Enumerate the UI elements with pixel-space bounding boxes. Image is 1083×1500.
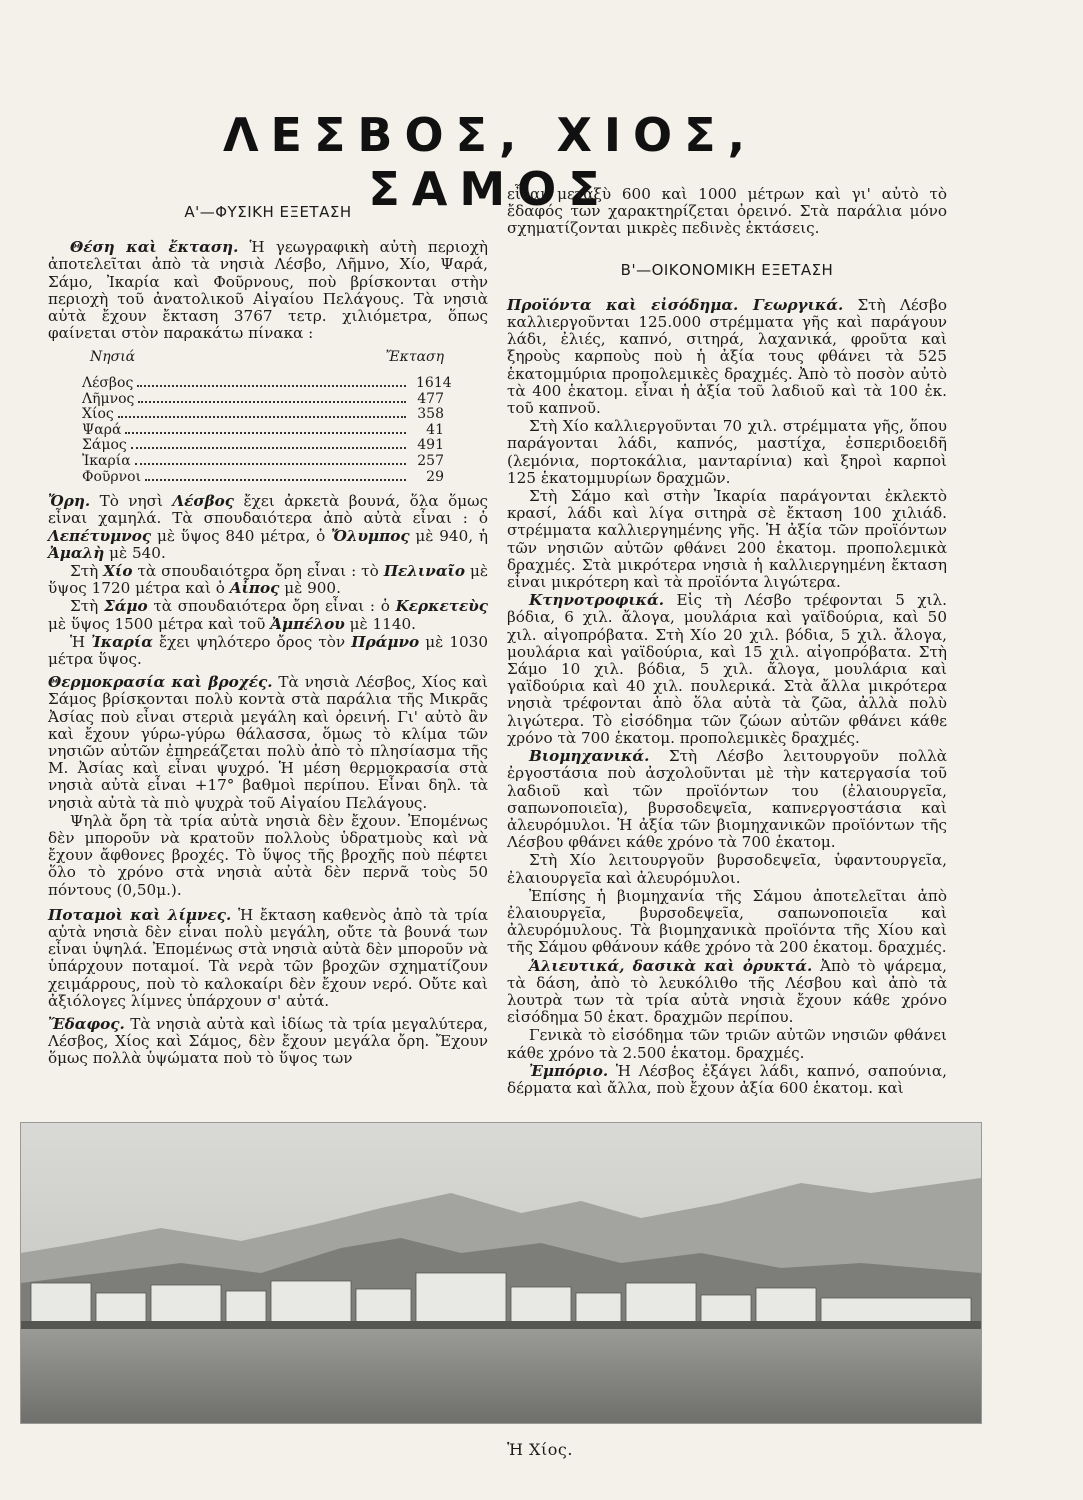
table-column-area: Ἔκταση: [385, 349, 444, 366]
island-name: Χίος: [82, 406, 114, 423]
paragraph-text: Ἡ ἔκταση καθενὸς ἀπὸ τὰ τρία αὐτὰ νησιὰ δὲν εἶναι πολὺ μεγάλη, οὔτε τὰ βουνά των εἶναι ὑψηλά. Ἐπομένως στὰ νησιὰ αὐτὰ δὲν μποροῦν νὰ ὑπάρχουν ποταμοί. Τὰ νερὰ τῶν βροχῶν σχηματίζουν χειμάρρους, ποὺ τὸ καλοκαίρι δὲν ἔχουν νερό. Οὔτε καὶ ἀξιόλογες λίμνες ὑπάρχουν σ' αὐτά.: [48, 905, 488, 1010]
text-run: μὲ 900.: [279, 579, 341, 598]
left-column: [48, 198, 488, 1069]
paragraph-samos-mountains: [48, 598, 488, 632]
island-name: Φοῦρνοι: [82, 468, 142, 485]
place-name: Αἶπος: [229, 579, 280, 598]
paragraph-chios-mountains: [48, 563, 488, 597]
text-run: ἔχει ἀρκετὰ βουνά, ὅλα ὅμως εἶναι χαμηλά. Τὰ σπουδαιότερα ἀπὸ αὐτὰ εἶναι : ὁ: [48, 492, 488, 528]
paragraph-fishing-forestry: [507, 958, 947, 1027]
place-name: Λέσβος: [172, 492, 235, 511]
text-run: μὲ 940, ἡ: [409, 526, 488, 545]
island-name: Σάμος: [82, 437, 127, 454]
text-run: μὲ 1030 μέτρα ὕψος.: [48, 632, 489, 668]
paragraph-text: Τὰ νησιὰ αὐτὰ καὶ ἰδίως τὰ τρία μεγαλύτερα, Λέσβος, Χίος καὶ Σάμος, δὲν ἔχουν μεγάλα ὄρη. Ἔχουν ὅμως πολλὰ ὑψώματα ποὺ τὸ ὕψος των: [48, 1015, 488, 1068]
place-name: Χίο: [103, 561, 133, 580]
table-row: [48, 423, 488, 439]
quay: [21, 1321, 981, 1329]
keyword: Ποταμοὶ καὶ λίμνες.: [48, 905, 232, 924]
leader-dots: [135, 463, 406, 465]
keyword: Θέση καὶ ἔκταση.: [70, 238, 239, 257]
paragraph-chios-agriculture: Στὴ Χίο καλλιεργοῦνται 70 χιλ. στρέμματα γῆς, ὅπου παράγονται λάδι, καπνός, μαστίχα, ἐσπεριδοειδῆ (λεμόνια, πορτοκάλια, μανταρίνια) καὶ ξηροὶ καρποὶ 125 ἑκατομμυρίων δραχμῶν.: [507, 417, 947, 487]
paragraph-terrain-continued: εἶναι μεταξὺ 600 καὶ 1000 μέτρων καὶ γι' αὐτὸ τὸ ἔδαφός των χαρακτηρίζεται ὀρεινό. Στὰ παράλια μόνο σχηματίζονται μικρὲς πεδινὲς ἐκτάσεις.: [507, 185, 947, 238]
paragraph-text: Τὰ νησιὰ Λέσβος, Χίος καὶ Σάμος βρίσκονται πολὺ κοντὰ στὰ παράλια τῆς Μικρᾶς Ἀσίας ποὺ εἶναι στεριὰ μεγάλη καὶ ὀρεινή. Γι' αὐτὸ ἂν καὶ ἔχουν γύρω-γύρω θάλασσα, ὅμως τὸ κλίμα τῶν νησιῶν αὐτῶν ἐπηρεάζεται πολὺ ἀπὸ τὸ πλησίασμα τῆς Μ. Ἀσίας καὶ εἶναι ψυχρό. Ἡ μέση θερμοκρασία στὰ νησιὰ αὐτὰ εἶναι +17° βαθμοὶ περίπου. Εἶναι δηλ. τὰ νησιὰ αὐτὰ τὰ πιὸ ψυχρὰ τοῦ Αἰγαίου Πελάγους.: [48, 673, 489, 812]
paragraph-samos-agriculture: Στὴ Σάμο καὶ στὴν Ἰκαρία παράγονται ἐκλεκτὸ κρασί, λάδι καὶ λίγα σιτηρὰ σὲ ἔκταση 100 χιλιάδ. στρέμματα καλλιεργημένης γῆς. Ἡ ἀξία τῶν προϊόντων τῶν νησιῶν αὐτῶν φθάνει 200 ἑκατομ. προπολεμικὰ δραχμές. Στὰ μικρότερα νησιὰ ἡ καλλιεργημένη ἔκταση εἶναι μικρότερη καὶ τὰ προϊόντα λιγώτερα.: [507, 487, 947, 592]
text-run: μὲ ὕψος 1500 μέτρα καὶ τοῦ: [48, 614, 271, 633]
paragraph-ikaria-mountains: [48, 634, 488, 668]
keyword: Θερμοκρασία καὶ βροχές.: [48, 673, 273, 692]
text-run: Ἡ: [70, 632, 92, 651]
paragraph-trade: [507, 1063, 947, 1097]
table-column-name: Νησιά: [90, 349, 136, 366]
harbor-photo-drawing: [21, 1123, 981, 1423]
paragraph-samos-industry: Ἐπίσης ἡ βιομηχανία τῆς Σάμου ἀποτελεῖται ἀπὸ ἐλαιουργεῖα, βυρσοδεψεῖα, σαπωνοποιεῖα καὶ ἀλευρόμυλους. Τὰ βιομηχανικὰ προϊόντα τῆς Χίου καὶ τῆς Σάμου φθάνουν κάθε χρόνο τὰ 200 ἑκατομ. δραχμές.: [507, 886, 947, 957]
island-area: 477: [417, 390, 444, 407]
place-name: Σάμο: [103, 597, 148, 616]
island-name: Ἰκαρία: [82, 452, 131, 469]
island-area: 1614: [416, 375, 452, 392]
text-run: Στὴ: [70, 597, 104, 616]
section-heading-economic: Β'—ΟΙΚΟΝΟΜΙΚΗ ΕΞΕΤΑΣΗ: [620, 260, 834, 279]
paragraph-rivers-lakes: [48, 907, 488, 1010]
table-row: [48, 454, 488, 470]
text-run: Στὴ: [70, 561, 104, 580]
island-area: 491: [417, 437, 444, 454]
right-column: [507, 186, 947, 1098]
sea: [21, 1329, 981, 1423]
place-name: Ὄλυμπος: [331, 526, 410, 545]
paragraph-text: Εἰς τὴ Λέσβο τρέφονται 5 χιλ. βόδια, 6 χιλ. ἄλογα, μουλάρια καὶ γαϊδούρια, καὶ 50 χιλ. αἰγοπρόβατα. Στὴ Χίο 20 χιλ. βόδια, 5 χιλ. ἄλογα, μουλάρια καὶ γαϊδούρια, καὶ 15 χιλ. αἰγοπρόβατα. Στὴ Σάμο 10 χιλ. βόδια, 5 χιλ. ἄλογα, μουλάρια καὶ γαϊδούρια καὶ 40 χιλ. πουλερικά. Στὰ ἄλλα μικρότερα νησιὰ τρέφονται ἀπὸ ὅλα αὐτὰ τὰ ζῶα, ἀλλὰ πολὺ λιγώτερα. Τὸ εἰσόδημα τῶν ζώων αὐτῶν φθάνει κάθε χρόνο τὰ 700 ἑκατομ. προπολεμικὲς δραχμές.: [507, 591, 947, 747]
paragraph-climate: [48, 674, 488, 812]
paragraph-text: Ἡ γεωγραφικὴ αὐτὴ περιοχὴ ἀποτελεῖται ἀπὸ τὰ νησιὰ Λέσβο, Λῆμνο, Χίο, Ψαρά, Σάμο, Ἰκαρία καὶ Φοῦρνους, ποὺ βρίσκονται στὴν περιοχὴ τοῦ ἀνατολικοῦ Αἰγαίου Πελάγους. Τὰ νησιὰ αὐτὰ ἔχουν ἔκταση 3767 τετρ. χιλιόμετρα, ὅπως φαίνεται στὸν παρακάτω πίνακα :: [48, 238, 488, 343]
text-run: τὰ σπουδαιότερα ὄρη εἶναι : ὁ: [147, 597, 396, 616]
place-name: Κερκετεὺς: [395, 597, 488, 616]
keyword: Ὄρη.: [48, 492, 91, 511]
island-area: 358: [417, 406, 444, 423]
leader-dots: [145, 479, 406, 481]
paragraph-terrain: [48, 1016, 488, 1068]
island-area: 29: [426, 468, 444, 485]
paragraph-agriculture: [507, 297, 947, 417]
paragraph-text: Ἡ Λέσβος ἐξάγει λάδι, καπνό, σαπούνια, δέρματα καὶ ἄλλα, ποὺ ἔχουν ἀξία 600 ἑκατομ. καὶ: [507, 1061, 947, 1097]
place-name: Ἀμπέλου: [270, 614, 345, 633]
paragraph-mountains: [48, 493, 488, 562]
paragraph-chios-industry: Στὴ Χίο λειτουργοῦν βυρσοδεψεῖα, ὑφαντουργεῖα, ἐλαιουργεῖα καὶ ἀλευρόμυλοι.: [507, 851, 947, 887]
place-name: Ἀμαλὴ: [48, 543, 105, 562]
photo-caption: Ἡ Χίος.: [507, 1440, 573, 1459]
table-row: [48, 407, 488, 423]
keyword: Κτηνοτροφικά.: [529, 591, 665, 610]
island-name: Λέσβος: [82, 375, 134, 392]
paragraph-text: Στὴ Λέσβο λειτουργοῦν πολλὰ ἐργοστάσια ποὺ ἀσχολοῦνται μὲ τὴν κατεργασία τοῦ λαδιοῦ καὶ τῶν προϊόντων του (ἐλαιουργεῖα, σαπωνοποιεῖα), βυρσοδεψεῖα, καπνεργοστάσια καὶ ἀλευρόμυλοι. Ἡ ἀξία τῶν βιομηχανικῶν προϊόντων τῆς Λέσβου φθάνει κάθε χρόνο τὰ 700 ἑκατομ.: [507, 747, 947, 852]
island-name: Λῆμνος: [82, 390, 135, 407]
keyword: Ἁλιευτικά, δασικὰ καὶ ὀρυκτά.: [529, 956, 813, 975]
leader-dots: [118, 416, 406, 418]
section-heading-physical: Α'—ΦΥΣΙΚΗ ΕΞΕΤΑΣΗ: [184, 203, 352, 221]
page-title: ΛΕΣΒΟΣ, ΧΙΟΣ, ΣΑΜΟΣ: [222, 108, 758, 216]
paragraph-industry: [507, 748, 947, 851]
paragraph-livestock: [507, 592, 947, 747]
island-area: 257: [417, 452, 444, 469]
text-run: ἔχει ψηλότερο ὄρος τὸν: [152, 632, 352, 651]
keyword: Προϊόντα καὶ εἰσόδημα. Γεωργικά.: [507, 295, 844, 314]
table-row: [48, 376, 488, 392]
table-row: [48, 392, 488, 408]
place-name: Πράμνο: [351, 632, 420, 651]
harbor-photo: [20, 1122, 982, 1424]
text-run: μὲ 540.: [104, 543, 166, 562]
keyword: Βιομηχανικά.: [529, 747, 650, 766]
island-name: Ψαρά: [82, 421, 122, 438]
text-run: μὲ ὕψος 840 μέτρα, ὁ: [151, 526, 332, 545]
table-row: [48, 470, 488, 486]
paragraph-text: Ἀπὸ τὸ ψάρεμα, τὰ δάση, ἀπὸ τὸ λευκόλιθο τῆς Λέσβου καὶ ἀπὸ τὰ λουτρὰ των τὰ τρία αὐτὰ νησιὰ ἔχουν κάθε χρόνο εἰσόδημα 50 ἑκατ. δραχμῶν περίπου.: [507, 956, 947, 1027]
paragraph-text: Στὴ Λέσβο καλλιεργοῦνται 125.000 στρέμματα γῆς καὶ παράγουν λάδι, ἐλιές, καπνό, σιτηρά, λαχανικά, φροῦτα καὶ ξηροὺς καρποὺς ποὺ ἡ ἀξία τους φθάνει τὰ 525 ἑκατομμύρια προπολεμικὲς δραχμές. Ἀπὸ τὸ ποσὸν αὐτὸ τὰ 400 ἑκατομ. εἶναι ἡ ἀξία τοῦ λαδιοῦ καὶ τὰ 100 ἑκ. τοῦ καπνοῦ.: [507, 295, 947, 418]
keyword: Ἐμπόριο.: [529, 1061, 609, 1080]
place-name: Πελιναῖο: [383, 561, 465, 580]
text-run: Τὸ νησὶ: [90, 492, 173, 511]
leader-dots: [125, 432, 406, 434]
island-area: 41: [426, 421, 444, 438]
islands-area-table: [48, 350, 488, 485]
text-run: τὰ σπουδαιότερα ὄρη εἶναι : τὸ: [132, 561, 384, 580]
text-run: μὲ ὕψος 1720 μέτρα καὶ ὁ: [48, 561, 488, 598]
text-run: μὲ 1140.: [344, 614, 416, 633]
paragraph-position-extent: [48, 239, 488, 342]
place-name: Λεπέτυμνος: [48, 526, 152, 545]
leader-dots: [137, 385, 406, 387]
table-row: [48, 438, 488, 454]
table-header: [48, 350, 488, 366]
leader-dots: [138, 401, 406, 403]
keyword: Ἔδαφος.: [48, 1015, 125, 1034]
place-name: Ἰκαρία: [91, 632, 153, 651]
leader-dots: [131, 447, 406, 449]
paragraph-rain: Ψηλὰ ὄρη τὰ τρία αὐτὰ νησιὰ δὲν ἔχουν. Ἐπομένως δὲν μποροῦν νὰ κρατοῦν πολλοὺς ὑδρατμοὺς καὶ νὰ ἔχουν ἄφθονες βροχές. Τὸ ὕψος τῆς βροχῆς ποὺ πέφτει ὅλο τὸ χρόνο στὰ νησιὰ αὐτὰ δὲν περνᾶ τοὺς 50 πόντους (0,50μ.).: [48, 811, 488, 899]
paragraph-total-income: Γενικὰ τὸ εἰσόδημα τῶν τριῶν αὐτῶν νησιῶν φθάνει κάθε χρόνο τὰ 2.500 ἑκατομ. δραχμές.: [507, 1026, 947, 1062]
